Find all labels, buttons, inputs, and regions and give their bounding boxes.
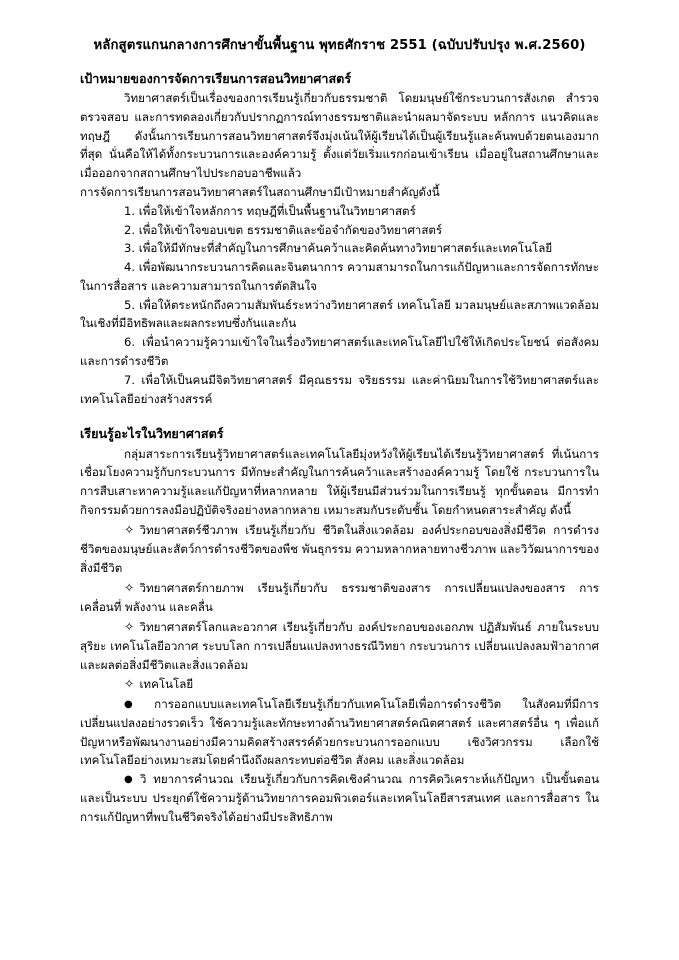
page-title: หลักสูตรแกนกลางการศึกษาขั้นพื้นฐาน พุทธศักราช 2551 (ฉบับปรับปรุง พ.ศ.2560) — [93, 38, 586, 53]
goal-item-7: 7. เพื่อให้เป็นคนมีจิตวิทยาศาสตร์ มีคุณธรรม จริยธรรม และค่านิยมในการใช้วิทยาศาสตร์และเทคโนโลยีอย่างสร้างสรรค์ — [80, 372, 599, 406]
learning-intro-paragraph: กลุ่มสาระการเรียนรู้วิทยาศาสตร์และเทคโนโลยีมุ่งหวังให้ผู้เรียนได้เรียนรู้วิทยาศาสตร์ ที่เน้นการ เชื่อมโยงความรู้กับกระบวนการ มีทักษะสำคัญในการค้นคว้าและสร้างองค์ความรู้ โดยใช้ กระบวนการในการสืบเสาะหาความรู้และแก้ปัญหาที่หลากหลาย ให้ผู้เรียนมีส่วนร่วมในการเรียนรู้ ทุกขั้นตอน มีการทำกิจกรรมด้วยการลงมือปฏิบัติจริงอย่างหลากหลาย เหมาะสมกับระดับชั้น โดยกำหนดสาระสำคัญ ดังนี้ — [80, 446, 599, 517]
diamond-bullet-item-1 — [80, 520, 599, 578]
section-spacer — [80, 408, 599, 425]
diamond-bullet-text-2: วิทยาศาสตร์กายภาพ เรียนรู้เกี่ยวกับ ธรรมชาติของสาร การเปลี่ยนแปลงของสาร การเคลื่อนที่ พลังงาน และคลื่น — [80, 580, 599, 614]
goal-item-4: 4. เพื่อพัฒนากระบวนการคิดและจินตนาการ ความสามารถในการแก้ปัญหาและการจัดการทักษะในการสื่อสาร และความสามารถในการตัดสินใจ — [80, 260, 599, 293]
goal-item-1: 1. เพื่อให้เข้าใจหลักการ ทฤษฎีที่เป็นพื้นฐานในวิทยาศาสตร์ — [124, 203, 416, 218]
diamond-bullet-text-1: วิทยาศาสตร์ชีวภาพ เรียนรู้เกี่ยวกับ ชีวิตในสิ่งแวดล้อม องค์ประกอบของสิ่งมีชีวิต การดำรงชีวิตของมนุษย์และสัตว์การดำรงชีวิตของพืช พันธุกรรม ความหลากหลายทางชีวภาพ และวิวัฒนาการของสิ่งมีชีวิต — [80, 522, 599, 575]
four-pointed-star-bullet-icon: ✧ — [124, 579, 140, 595]
dot-bullet-text-2: วิ ทยาการคำนวณ เรียนรู้เกี่ยวกับการคิดเชิงคำนวณ การคิดวิเคราะห์แก้ปัญหา เป็นขั้นตอนและเป็นระบบ ประยุกต์ใช้ความรู้ด้านวิทยาการคอมพิวเตอร์และเทคโนโลยีสารสนเทศ และการสื่อสาร ในการแก้ปัญหาที่พบในชีวิตจริงได้อย่างมีประสิทธิภาพ — [80, 772, 599, 825]
goal-item-2: 2. เพื่อให้เข้าใจขอบเขต ธรรมชาติและข้อจำกัดของวิทยาศาสตร์ — [124, 222, 443, 237]
dot-bullet-text-1: การออกแบบและเทคโนโลยีเรียนรู้เกี่ยวกับเทคโนโลยีเพื่อการดำรงชีวิต ในสังคมที่มีการเปลี่ยนแปลงอย่างรวดเร็ว ใช้ความรู้และทักษะทางด้านวิทยาศาสตร์คณิตศาสตร์ และศาสตร์อื่น ๆ เพื่อแก้ปัญหาหรือพัฒนางานอย่างมีความคิดสร้างสรรค์ด้วยกระบวนการออกแบบ เชิงวิศวกรรม เลือกใช้เทคโนโลยีอย่างเหมาะสมโดยคำนึงถึงผลกระทบต่อชีวิต สังคม และสิ่งแวดล้อม — [80, 696, 599, 768]
diamond-bullet-item-2 — [80, 578, 599, 617]
four-pointed-star-bullet-icon: ✧ — [124, 676, 140, 692]
dot-bullet-item-2 — [80, 770, 599, 827]
diamond-bullet-item-4 — [80, 674, 599, 694]
goal-item-6: 6. เพื่อนำความรู้ความเข้าใจในเรื่องวิทยาศาสตร์และเทคโนโลยีไปใช้ให้เกิดประโยชน์ ต่อสังคมและการดำรงชีวิต — [80, 335, 599, 368]
diamond-bullet-item-3 — [80, 617, 599, 675]
dot-bullet-item-1 — [80, 695, 599, 771]
four-pointed-star-bullet-icon: ✧ — [124, 618, 140, 634]
goal-item-5: 5. เพื่อให้ตระหนักถึงความสัมพันธ์ระหว่างวิทยาศาสตร์ เทคโนโลยี มวลมนุษย์และสภาพแวดล้อมในเชิงที่มีอิทธิพลและผลกระทบซึ่งกันและกัน — [80, 297, 599, 331]
section-heading-learning: เรียนรู้อะไรในวิทยาศาสตร์ — [80, 426, 224, 442]
goals-intro-paragraph: วิทยาศาสตร์เป็นเรื่องของการเรียนรู้เกี่ยวกับธรรมชาติ โดยมนุษย์ใช้กระบวนการสังเกต สำรวจตรวจสอบ และการทดลองเกี่ยวกับปรากฏการณ์ทางธรรมชาติและนำผลมาจัดระบบ หลักการ แนวคิดและทฤษฎี ดังนั้นการเรียนการสอนวิทยาศาสตร์จึงมุ่งเน้นให้ผู้เรียนได้เป็นผู้เรียนรู้และค้นพบด้วยตนเองมากที่สุด นั่นคือให้ได้ทั้งกระบวนการและองค์ความรู้ ตั้งแต่วัยเริ่มแรกก่อนเข้าเรียน เมื่ออยู่ในสถานศึกษาและเมื่อออกจากสถานศึกษาไปประกอบอาชีพแล้ว — [80, 91, 599, 181]
diamond-bullet-text-4: เทคโนโลยี — [139, 677, 194, 692]
four-pointed-star-bullet-icon: ✧ — [124, 521, 140, 537]
filled-circle-bullet-icon: ● — [124, 774, 140, 786]
goals-list-lead: การจัดการเรียนการสอนวิทยาศาสตร์ในสถานศึกษามีเป้าหมายสำคัญดังนี้ — [80, 184, 440, 199]
section-heading-goals: เป้าหมายของการจัดการเรียนการสอนวิทยาศาสตร์ — [80, 70, 352, 86]
diamond-bullet-text-3: วิทยาศาสตร์โลกและอวกาศ เรียนรู้เกี่ยวกับ องค์ประกอบของเอกภพ ปฏิสัมพันธ์ ภายในระบบสุริยะ เทคโนโลยีอวกาศ ระบบโลก การเปลี่ยนแปลงทางธรณีวิทยา กระบวนการ เปลี่ยนแปลงลมฟ้าอากาศ และผลต่อสิ่งมีชีวิตและสิ่งแวดล้อม — [80, 619, 599, 672]
filled-circle-bullet-icon: ● — [124, 698, 155, 710]
goal-item-3: 3. เพื่อให้มีทักษะที่สำคัญในการศึกษาค้นคว้าและคิดค้นทางวิทยาศาสตร์และเทคโนโลยี — [124, 241, 553, 256]
